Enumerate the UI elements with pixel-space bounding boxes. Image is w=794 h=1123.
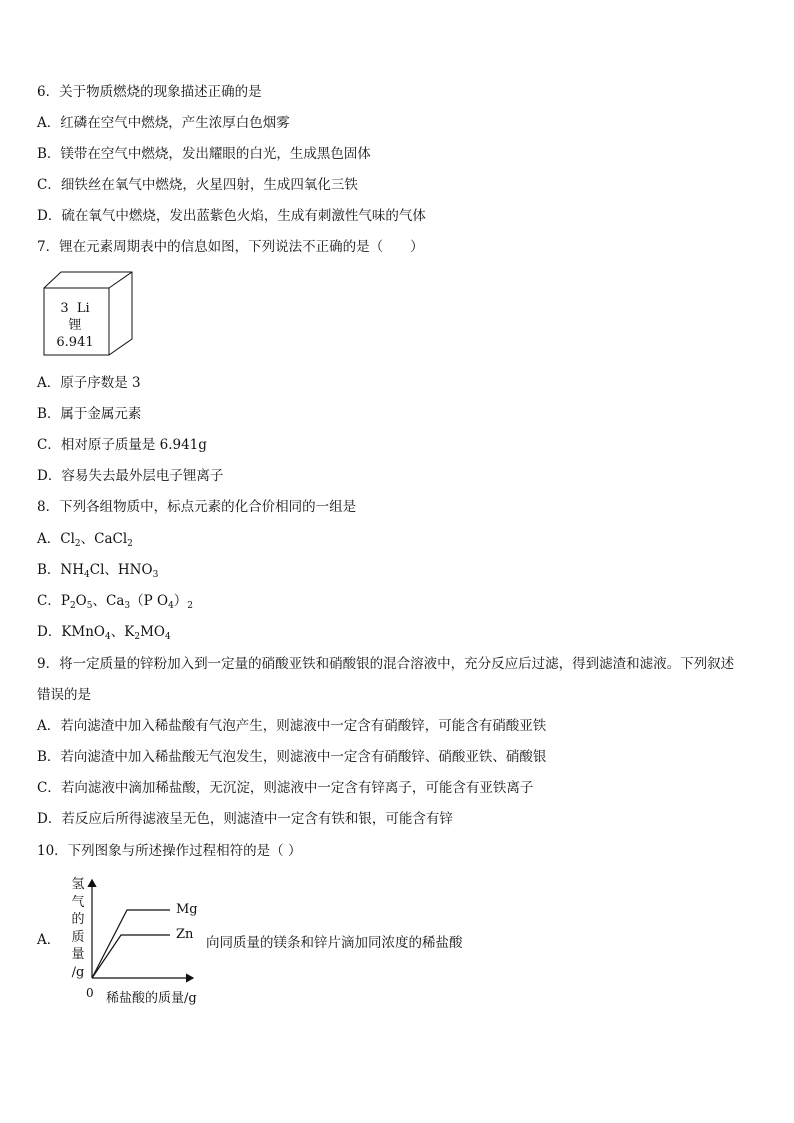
q8-option-c: C．$P_2O_5$、$Ca_3(P$ $O_4)_2$ <box>37 593 194 611</box>
q10-stem: 10．下列图象与所述操作过程相符的是（ ） <box>37 843 302 859</box>
q7-option-b: B．属于金属元素 <box>37 406 142 422</box>
origin-label: 0 <box>86 986 94 1000</box>
q8-option-d: D．KMnO$_4$、$K_2MO_4$ <box>37 624 171 642</box>
q10-caption: 向同质量的镁条和锌片滴加同浓度的稀盐酸 <box>206 935 463 951</box>
q7-stem: 7．锂在元素周期表中的信息如图，下列说法不正确的是（ ） <box>37 239 424 255</box>
atomic-mass: 6.941 <box>56 335 94 350</box>
q9-option-a: A．若向滤渣中加入稀盐酸有气泡产生，则滤液中一定含有硝酸锌，可能含有硝酸亚铁 <box>37 718 547 734</box>
q10-y-axis-label: 氢 气 的 质 量 /g <box>71 877 85 980</box>
q8-option-b: B．$NH_4Cl$、$HNO_3$ <box>37 562 159 580</box>
q6-option-d: D．硫在氧气中燃烧，发出蓝紫色火焰，生成有刺激性气味的气体 <box>37 208 426 224</box>
element-name: 锂 <box>68 318 82 333</box>
atomic-number: 3 <box>60 301 69 316</box>
q9-stem-line1: 9．将一定质量的锌粉加入到一定量的硝酸亚铁和硝酸银的混合溶液中，充分反应后过滤，得到滤渣和滤液。下列叙述 <box>37 656 735 672</box>
q10-option-a-label: A． <box>37 932 61 948</box>
q6-option-b: B．镁带在空气中燃烧，发出耀眼的白光，生成黑色固体 <box>37 146 371 162</box>
q6-option-c: C．细铁丝在氧气中燃烧，火星四射，生成四氧化三铁 <box>37 177 358 193</box>
element-number-symbol <box>45 300 105 318</box>
q8-stem: 8．下列各组物质中，标点元素的化合价相同的一组是 <box>37 499 357 515</box>
q10-x-axis-label: 稀盐酸的质量/g <box>106 991 197 1006</box>
q9-option-b: B．若向滤渣中加入稀盐酸无气泡发生，则滤液中一定含有硝酸锌、硝酸亚铁、硝酸银 <box>37 749 547 765</box>
q7-option-c: C．相对原子质量是 6.941g <box>37 437 207 453</box>
element-symbol: Li <box>76 301 90 316</box>
q9-option-c: C．若向滤液中滴加稀盐酸，无沉淀，则滤液中一定含有锌离子，可能含有亚铁离子 <box>37 780 534 796</box>
q9-option-d: D．若反应后所得滤液呈无色，则滤渣中一定含有铁和银，可能含有锌 <box>37 811 453 827</box>
q6-option-a: A．红磷在空气中燃烧，产生浓厚白色烟雾 <box>37 115 290 131</box>
series-label-mg: Mg <box>176 902 198 917</box>
q6-stem: 6．关于物质燃烧的现象描述正确的是 <box>37 84 262 100</box>
q9-stem-line2: 错误的是 <box>37 687 91 703</box>
q7-option-a: A．原子序数是 3 <box>37 375 141 391</box>
q7-option-d: D．容易失去最外层电子锂离子 <box>37 468 224 484</box>
mg-line <box>92 910 170 978</box>
series-label-zn: Zn <box>176 927 194 942</box>
q8-option-a: A．$Cl_2$、CaCl$_2$ <box>37 531 133 549</box>
